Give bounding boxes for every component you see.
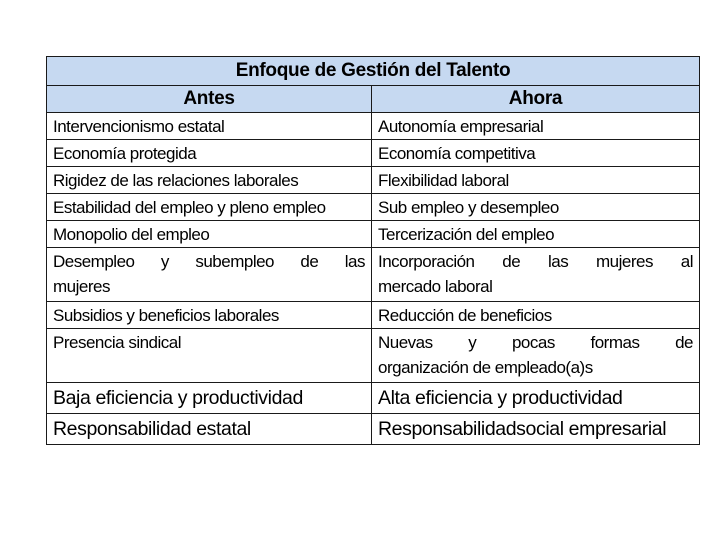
cell-after (372, 167, 700, 194)
table-row (47, 383, 700, 414)
table-row (47, 302, 700, 329)
cell-after (372, 383, 700, 414)
cell-before-text: Baja eficiencia y productividad (53, 387, 303, 409)
cell-after (372, 221, 700, 248)
cell-after-line2: organización de empleado(a)s (378, 358, 593, 377)
cell-before (47, 329, 372, 383)
cell-after (372, 140, 700, 167)
table-row (47, 113, 700, 140)
cell-after-line1: Incorporación de las mujeres al (378, 252, 694, 271)
cell-before-text: Estabilidad del empleo y pleno empleo (53, 198, 326, 217)
cell-before-text: Intervencionismo estatal (53, 117, 225, 136)
cell-after-text: Responsabilidadsocial empresarial (378, 418, 667, 440)
cell-before-line1: Desempleo y subempleo de las (53, 252, 365, 271)
cell-after (372, 194, 700, 221)
cell-before-line2: mujeres (53, 277, 110, 296)
cell-before-text: Subsidios y beneficios laborales (53, 306, 279, 325)
cell-before (47, 302, 372, 329)
table-row (47, 140, 700, 167)
cell-after-text: Flexibilidad laboral (378, 171, 509, 190)
table-title-row (47, 57, 700, 86)
cell-after (372, 113, 700, 140)
cell-after-line1: Nuevas y pocas formas de (378, 333, 694, 352)
table-row (47, 167, 700, 194)
cell-after-text: Sub empleo y desempleo (378, 198, 559, 217)
table-row (47, 248, 700, 302)
cell-after (372, 414, 700, 445)
cell-after (372, 302, 700, 329)
table-row (47, 221, 700, 248)
cell-before (47, 194, 372, 221)
table-row (47, 194, 700, 221)
cell-after-text: Reducción de beneficios (378, 306, 552, 325)
cell-before-text: Economía protegida (53, 144, 197, 163)
cell-before (47, 248, 372, 302)
cell-before (47, 167, 372, 194)
cell-after (372, 248, 700, 302)
cell-after-text: Alta eficiencia y productividad (378, 387, 623, 409)
cell-after-text: Autonomía empresarial (378, 117, 544, 136)
cell-after-text: Tercerización del empleo (378, 225, 555, 244)
talent-management-table (46, 56, 700, 445)
cell-before (47, 221, 372, 248)
cell-before-text: Rigidez de las relaciones laborales (53, 171, 299, 190)
cell-before (47, 414, 372, 445)
table-header-row (47, 86, 700, 113)
table-title: Enfoque de Gestión del Talento (47, 57, 700, 86)
cell-before (47, 383, 372, 414)
cell-before (47, 113, 372, 140)
cell-before-text: Responsabilidad estatal (53, 418, 251, 440)
header-after: Ahora (372, 86, 700, 113)
cell-before (47, 140, 372, 167)
cell-after (372, 329, 700, 383)
cell-after-line2: mercado laboral (378, 277, 493, 296)
header-before: Antes (47, 86, 372, 113)
cell-after-text: Economía competitiva (378, 144, 536, 163)
cell-before-text: Monopolio del empleo (53, 225, 210, 244)
table-row (47, 329, 700, 383)
cell-before-text: Presencia sindical (53, 333, 182, 352)
table-row (47, 414, 700, 445)
